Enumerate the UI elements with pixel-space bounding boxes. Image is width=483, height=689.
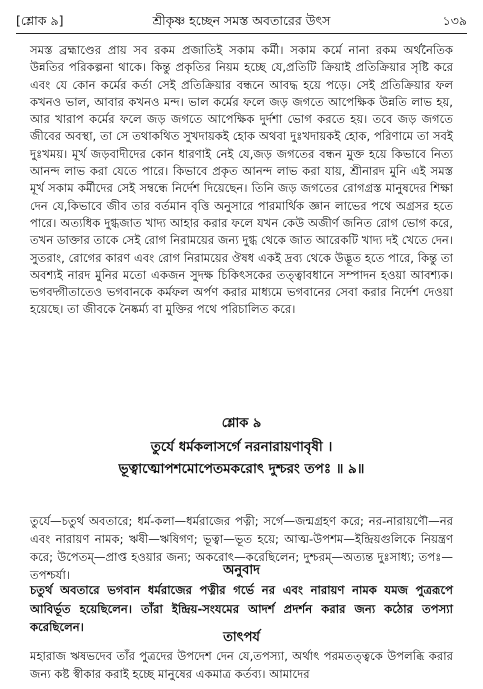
purport-continuation bbox=[30, 42, 453, 319]
purport-text: মহারাজ ঋষভদেব তাঁর পুত্রদের উপদেশ দেন যে,তপস্যা, অর্থাৎ পরমতত্ত্বকে উপলব্ধি করার জন্য কষ্ট স্বীকার করাই হচ্ছে মানুষের একমাত্র কর্তব্য। আমাদের bbox=[30, 649, 453, 681]
translation-heading: অনুবাদ bbox=[223, 563, 260, 578]
purport-heading: তাৎপর্য bbox=[223, 630, 260, 645]
verse-heading: শ্লোক ৯ bbox=[221, 416, 262, 431]
chapter-title: শ্রীকৃষ্ণ হচ্ছেন সমস্ত অবতারের উৎস bbox=[152, 13, 331, 28]
running-header bbox=[16, 10, 467, 32]
verse-text bbox=[40, 436, 443, 480]
purport bbox=[30, 648, 453, 683]
body-paragraph: সমস্ত ব্রহ্মাণ্ডের প্রায় সব রকম প্রজাতিই সকাম কর্মী। সকাম কর্মে নানা রকম অর্থনৈতিক উন্নতির পরিকল্পনা থাকে। কিন্তু প্রকৃতির নিয়ম হচ্ছে যে,প্রতিটি ক্রিয়াই প্রতিক্রিয়ার সৃষ্টি করে এবং যে কোন কর্মের কর্তা সেই প্রতিক্রিয়ার বন্ধনে আবদ্ধ হয়ে পড়ে। সেই প্রতিক্রিয়ার ফল কখনও ভাল, আবার কখনও মন্দ। ভাল কর্মের ফলে জড় জগতে আপেক্ষিক উন্নতি লাভ হয়, আর খারাপ কর্মের ফলে জড় জগতে আপেক্ষিক দুর্দশা ভোগ করতে হয়। তবে জড় জগতে জীবের অবস্থা, তা সে তথাকথিত সুখদায়কই হোক অথবা দুঃখদায়কই হোক, পরিণামে তা সবই দুঃখময়। মূর্খ জড়বাদীদের কোন ধারণাই নেই যে,জড় জগতের বন্ধন মুক্ত হয়ে কিভাবে নিত্য আনন্দ লাভ করা যেতে পারে। কিভাবে প্রকৃত আনন্দ লাভ করা যায়, শ্রীনারদ মুনি এই সমস্ত মূর্খ সকাম কর্মীদের সেই সম্বন্ধে নির্দেশ দিয়েছেন। তিনি জড় জগতের রোগগ্রস্ত মানুষদের শিক্ষা দেন যে,কিভাবে জীব তার বর্তমান বৃত্তি অনুসারে পারমার্থিক জ্ঞান লাভের পথে অগ্রসর হতে পারে। অত্যধিক দুগ্ধজাত খাদ্য আহার করার ফলে যখন কেউ অজীর্ণ জনিত রোগ ভোগ করে, তখন ডাক্তার তাকে সেই রোগ নিরাময়ের জন্য দুগ্ধ থেকে জাত আরেকটি খাদ্য দই খেতে দেন। সুতরাং, রোগের কারণ এবং রোগ নিরাময়ের ঔষধ একই দ্রব্য থেকে উদ্ভূত হতে পারে, কিন্তু তা অবশ্যই নারদ মুনির মতো একজন সুদক্ষ চিকিৎসকের তত্ত্বাবধানে সম্পাদন হওয়া আবশ্যক। ভগবদ্গীতাতেও ভগবানকে কর্মফল অর্পণ করার মাধ্যমে ভগবানের সেবা করার নির্দেশ দেওয়া হয়েছে। তা জীবকে নৈষ্কর্ম্য বা মুক্তির পথে পরিচালিত করে। bbox=[30, 43, 453, 317]
synonyms-text: তুর্যে—চতুর্থ অবতারে; ধর্ম-কলা—ধর্মরাজের পত্নী; সর্গে—জন্মগ্রহণ করে; নর-নারায়ণৌ—নর এবং নারায়ণ নামক; ঋষী—ঋষিগণ; ভূত্বা—ভূত হয়ে; আত্ম-উপশম—ইন্দ্রিয়গুলিকে নিয়ন্ত্রণ করে; উপেতম্—প্রাপ্ত হওয়ার জন্য; অকরোৎ—করেছিলেন; দুশ্চরম্—অত্যন্ত দুঃসাধ্য; তপঃ—তপশ্চর্যা। bbox=[30, 514, 453, 582]
verse-reference: [শ্লোক ৯] bbox=[16, 13, 64, 28]
header-rule bbox=[16, 33, 467, 34]
translation-text: চতুর্থ অবতারে ভগবান ধর্মরাজের পত্নীর গর্ভে নর এবং নারায়ণ নামক যমজ পুত্ররূপে আবির্ভূত হয়েছিলেন। তাঁরা ইন্দ্রিয়-সংযমের আদর্শ প্রদর্শন করার জন্য কঠোর তপস্যা করেছিলেন। bbox=[30, 583, 453, 634]
verse-line: ভূত্বাত্মোপশমোপেতমকরোৎ দুশ্চরং তপঃ ॥ ৯॥ bbox=[118, 461, 365, 477]
verse-line: তুর্যে ধর্মকলাসর্গে নরনারায়ণাবৃষী । bbox=[150, 439, 333, 455]
page-number: ১৩৯ bbox=[442, 13, 467, 28]
